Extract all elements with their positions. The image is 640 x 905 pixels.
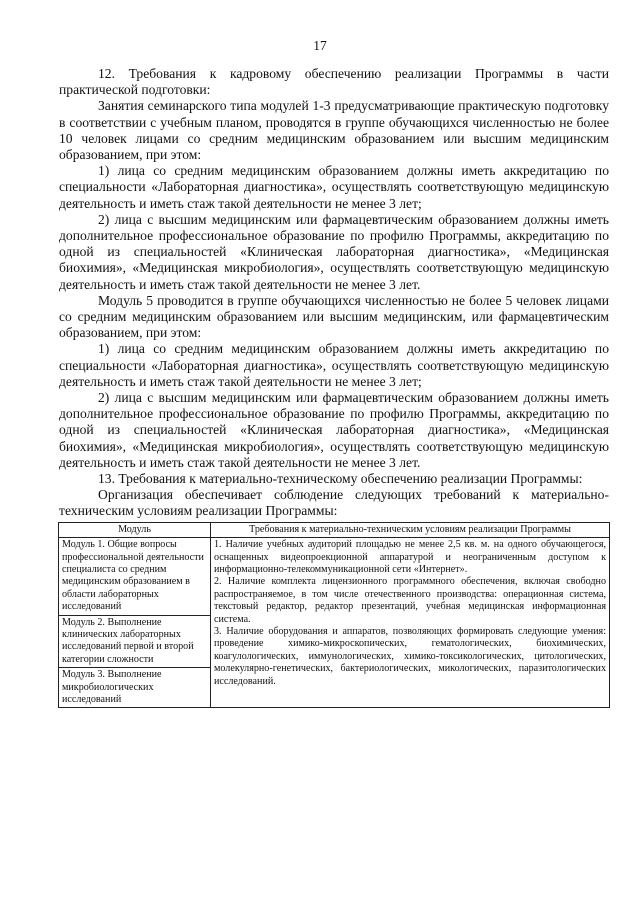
paragraph-higher-education-2: 2) лица с высшим медицинским или фармацевтическим образованием должны иметь дополнительное профессиональное образование по профилю Программы, аккредитацию по одной из специальностей «Клиническая лабораторная диагностика», «Медицинская биохимия», «Медицинская микробиология», осуществлять соответствующую медицинскую деятельность и иметь стаж такой деятельности не менее 3 лет. [59, 390, 609, 470]
requirement-item: 2. Наличие комплекта лицензионного программного обеспечения, включая свободно распространяемое, в том числе отечественного производства: операционная система, текстовый редактор, редактор презентаций, учебная медицинская информационная система. [214, 576, 606, 625]
paragraph-module-5: Модуль 5 проводится в группе обучающихся численностью не более 5 человек лицами со средним медицинским образованием или высшим медицинским, или фармацевтическим образованием, при этом: [59, 292, 609, 341]
page-number: 17 [313, 38, 327, 53]
requirements-table [58, 522, 610, 709]
header-module: Модуль [59, 522, 211, 537]
requirement-item: 3. Наличие оборудования и аппаратов, позволяющих формировать следующие умения: проведение химико-микроскопических, гематологических, биохимических, коагулологических, иммунологических, химико-токсикологических, цитологических, молекулярно-генетических, бактериологических, микологических, паразитологических исследований. [214, 625, 606, 687]
paragraph-seminar-modules: Занятия семинарского типа модулей 1-3 предусматривающие практическую подготовку в соответствии с учебным планом, проводятся в группе обучающихся численностью не более 10 человек лицами со средним медицинским образованием или высшим медицинским образованием, при этом: [59, 98, 609, 163]
section-13-heading: 13. Требования к материально-техническому обеспечению реализации Программы: [98, 471, 583, 487]
paragraph-secondary-education-2: 1) лица со средним медицинским образованием должны иметь аккредитацию по специальности «Лабораторная диагностика», осуществлять соответствующую медицинскую деятельность и иметь стаж такой деятельности не менее 3 лет; [59, 341, 609, 389]
paragraph-higher-education-1: 2) лица с высшим медицинским или фармацевтическим образованием должны иметь дополнительное профессиональное образование по профилю Программы, аккредитацию по одной из специальностей «Клиническая лабораторная диагностика», «Медицинская биохимия», «Медицинская микробиология», осуществлять соответствующую медицинскую деятельность и иметь стаж такой деятельности не менее 3 лет. [59, 211, 609, 292]
module-3-cell: Модуль 3. Выполнение микробиологических исследований [59, 668, 211, 708]
module-1-cell: Модуль 1. Общие вопросы профессиональной деятельности специалиста со средним медицинским образованием в области лабораторных исследований [59, 538, 211, 615]
paragraph-organization: Организация обеспечивает соблюдение следующих требований к материально-техническим условиям реализации Программы: [59, 487, 609, 519]
module-2-cell: Модуль 2. Выполнение клинических лабораторных исследований первой и второй категории сложности [59, 615, 211, 668]
document-body [59, 66, 609, 708]
section-12-heading: 12. Требования к кадровому обеспечению реализации Программы в части практической подготовки: [59, 66, 609, 98]
table-row [59, 538, 610, 615]
header-requirements: Требования к материально-техническим условиям реализации Программы [211, 522, 610, 537]
paragraph-secondary-education-1: 1) лица со средним медицинским образованием должны иметь аккредитацию по специальности «Лабораторная диагностика», осуществлять соответствующую медицинскую деятельность и иметь стаж такой деятельности не менее 3 лет; [59, 163, 609, 211]
table-header-row [59, 522, 610, 537]
requirement-item: 1. Наличие учебных аудиторий площадью не менее 2,5 кв. м. на одного обучающегося, оснащенных видеопроекционной аппаратурой и неограниченным доступом к информационно-телекоммуникационной сети «Интернет». [214, 539, 606, 575]
requirements-cell [211, 538, 610, 708]
